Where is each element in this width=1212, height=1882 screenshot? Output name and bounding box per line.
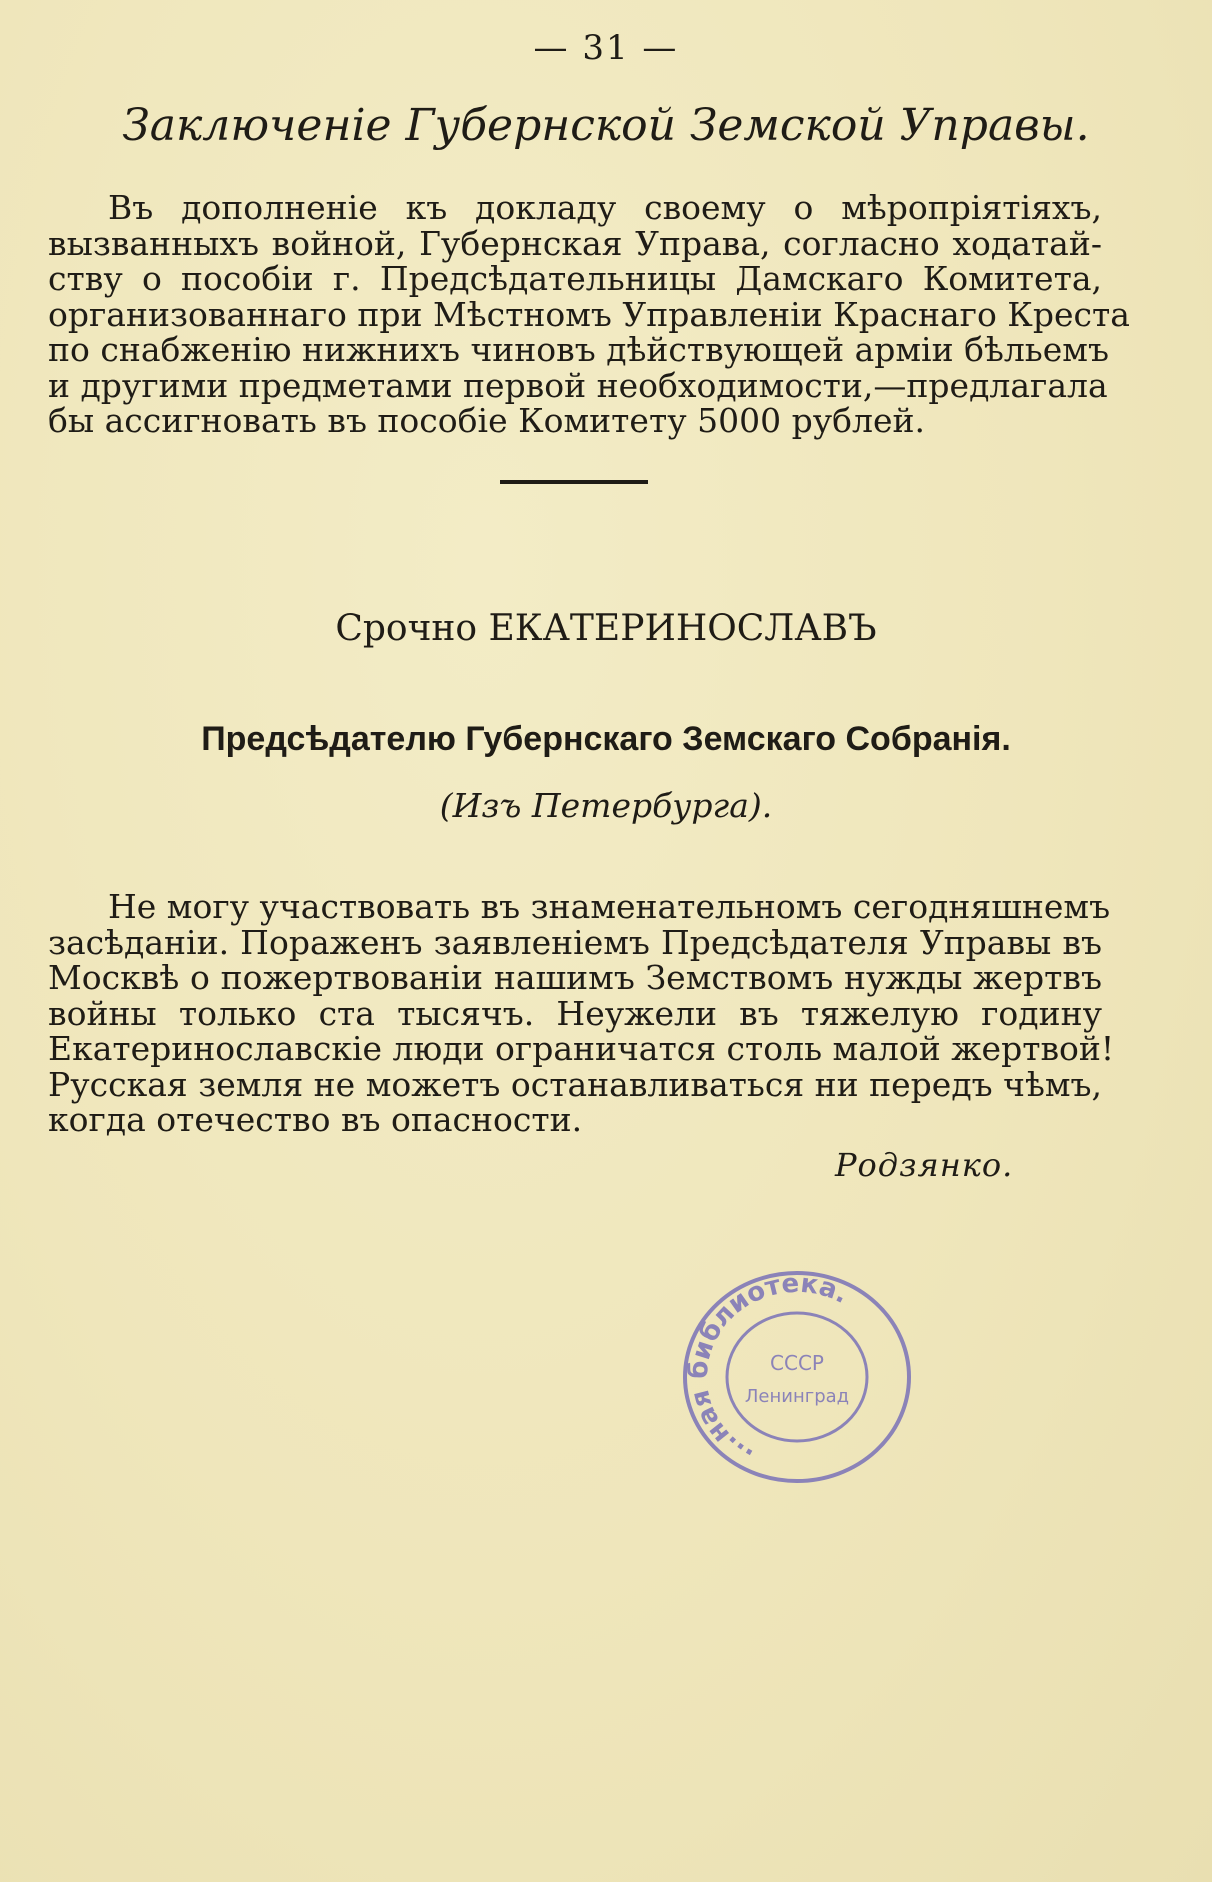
paragraph-line: вызванныхъ войной, Губернская Управа, согласно ходатай-: [48, 223, 1102, 263]
telegram-header: Срочно ЕКАТЕРИНОСЛАВЪ: [335, 608, 877, 649]
stamp-center-line2: Ленинград: [744, 1386, 850, 1407]
paragraph-line: ству о пособiи г. Предсѣдательницы Дамскаго Комитета,: [48, 259, 1102, 298]
paragraph-line: Москвѣ о пожертвованiи нашимъ Земствомъ нужды жертвъ: [48, 958, 1102, 997]
section-divider: [500, 480, 648, 484]
telegram-addressee: Предсѣдателю Губернскаго Земскаго Собранiя.: [201, 720, 1011, 758]
paragraph-line: по снабженiю нижнихъ чиновъ дѣйствующей армiи бѣльемъ: [48, 330, 1109, 369]
signature: Родзянко.: [835, 1146, 1014, 1184]
paragraph-line: Въ дополненiе къ докладу своему о мѣропрiятiяхъ,: [108, 188, 1102, 227]
stamp-center-line1: СССР: [770, 1351, 824, 1375]
stamp-graphic: [672, 1262, 922, 1492]
paragraph-line: войны только ста тысячъ. Неужели въ тяжелую годину: [48, 993, 1102, 1033]
telegram-body: [48, 887, 1115, 1139]
paragraph-line: засѣданiи. Пораженъ заявленiемъ Предсѣдателя Управы въ: [48, 922, 1102, 962]
paragraph-line: бы ассигновать въ пособiе Комитету 5000 рублей.: [48, 401, 925, 440]
paragraph-line: когда отечество въ опасности.: [48, 1100, 583, 1139]
section-paragraph: [48, 188, 1130, 440]
paragraph-line: Не могу участвовать въ знаменательномъ сегодняшнемъ: [108, 887, 1111, 926]
section-heading: Заключенiе Губернской Земской Управы.: [122, 100, 1090, 151]
page-number: — 31 —: [533, 28, 679, 68]
stamp-ring-text: ...ная библиотека.: [683, 1268, 854, 1473]
paragraph-line: организованнаго при Мѣстномъ Управленiи Краснаго Креста: [48, 294, 1130, 334]
paragraph-line: Русская земля не можетъ останавливаться ни передъ чѣмъ,: [48, 1064, 1102, 1104]
paragraph-line: и другими предметами первой необходимости,—предлагала: [48, 365, 1108, 405]
stamp-inner-ring: [727, 1313, 867, 1441]
library-stamp: [672, 1262, 922, 1492]
paragraph-line: Екатеринославскiе люди ограничатся столь малой жертвой!: [48, 1029, 1115, 1068]
telegram-origin: (Изъ Петербурга).: [439, 786, 773, 825]
